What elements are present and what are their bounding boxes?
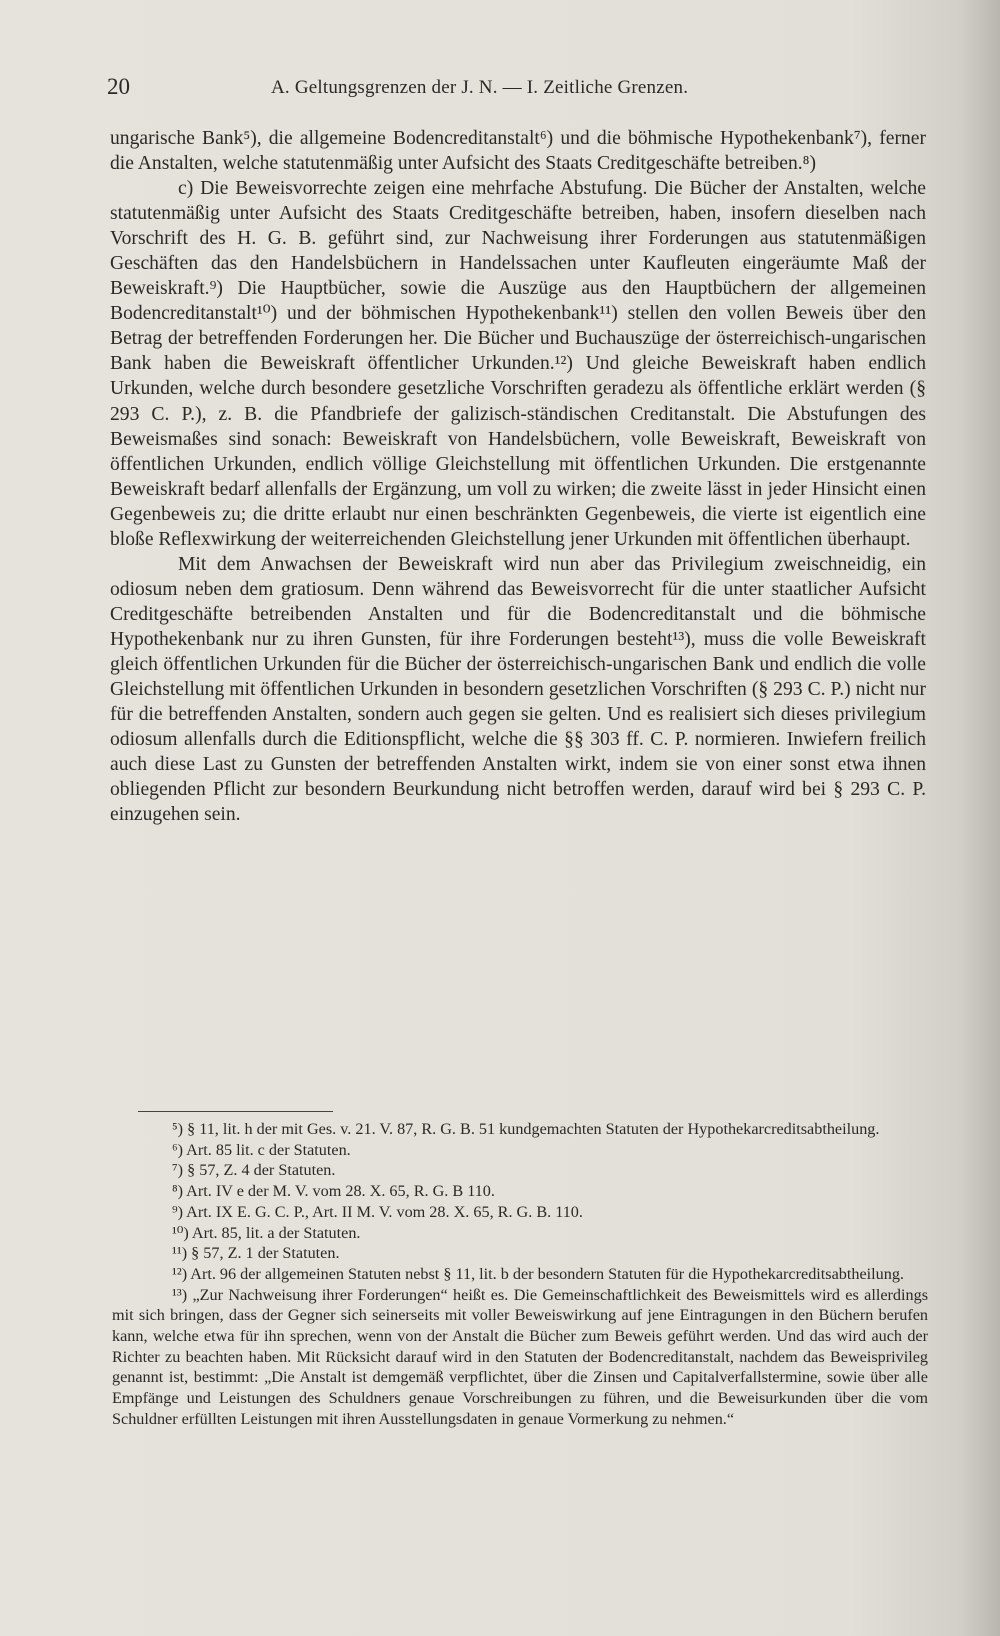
- footnote-divider: [138, 1111, 333, 1112]
- running-head: A. Geltungsgrenzen der J. N. — I. Zeitliche Grenzen.: [271, 77, 689, 98]
- main-text: [110, 126, 926, 827]
- paragraph-beweisvorrechte: c) Die Beweisvorrechte zeigen eine mehrfache Abstufung. Die Bücher der Anstalten, welche statutenmäßig unter Aufsicht des Staats Creditgeschäfte betreiben, haben, insofern dieselben nach Vorschrift des H. G. B. geführt sind, zur Nachweisung ihrer Forderungen aus statutenmäßigen Geschäften das den Handelsbüchern in Handelssachen unter Kaufleuten eingeräumte Maß der Beweiskraft.⁹) Die Hauptbücher, sowie die Auszüge aus den Hauptbüchern der allgemeinen Bodencreditanstalt¹⁰) und der böhmischen Hypothekenbank¹¹) stellen den vollen Beweis über den Betrag der betreffenden Forderungen her. Die Bücher und Buchauszüge der österreichisch-ungarischen Bank haben die Beweiskraft öffentlicher Urkunden.¹²) Und gleiche Beweiskraft haben endlich Urkunden, welche durch besondere gesetzliche Vorschriften geradezu als öffentliche erklärt werden (§ 293 C. P.), z. B. die Pfandbriefe der galizisch-ständischen Creditanstalt. Die Abstufungen des Beweismaßes sind sonach: Beweiskraft von Handelsbüchern, volle Beweiskraft, Beweiskraft von öffentlichen Urkunden, endlich völlige Gleichstellung mit öffentlichen Urkunden. Die erstgenannte Beweiskraft bedarf allenfalls der Ergänzung, um voll zu wirken; die zweite lässt in jeder Hinsicht einen Gegenbeweis zu; die dritte erlaubt nur einen beschränkten Gegenbeweis, die vierte ist eigentlich eine bloße Reflexwirkung der weiterreichenden Gleichstellung jener Urkunden mit öffentlichen überhaupt.: [110, 178, 926, 550]
- footnotes: [112, 1119, 928, 1430]
- footnote-9: ⁹) Art. IX E. G. C. P., Art. II M. V. vom 28. X. 65, R. G. B. 110.: [172, 1202, 583, 1221]
- footnote-12: ¹²) Art. 96 der allgemeinen Statuten nebst § 11, lit. b der besondern Statuten für die Hypothekarcreditsabtheilung.: [172, 1264, 904, 1283]
- footnote-5: ⁵) § 11, lit. h der mit Ges. v. 21. V. 87, R. G. B. 51 kundgemachten Statuten der Hypothekarcreditsabtheilung.: [172, 1120, 880, 1138]
- footnote-7: ⁷) § 57, Z. 4 der Statuten.: [172, 1161, 336, 1180]
- page-header: [107, 74, 907, 104]
- footnote-6: ⁶) Art. 85 lit. c der Statuten.: [172, 1140, 351, 1159]
- paragraph-privilegium: Mit dem Anwachsen der Beweiskraft wird nun aber das Privilegium zweischneidig, ein odiosum neben dem gratiosum. Denn während das Beweisvorrecht für die unter staatlicher Aufsicht Creditgeschäfte betreibenden Anstalten und für die Bodencreditanstalt und die böhmische Hypothekenbank nur zu ihren Gunsten, für ihre Forderungen besteht¹³), muss die volle Beweiskraft gleich öffentlichen Urkunden für die Bücher der österreichisch-ungarischen Bank und endlich die volle Gleichstellung mit öffentlichen Urkunden in besondern gesetzlichen Vorschriften (§ 293 C. P.) nicht nur für die betreffenden Anstalten, sondern auch gegen sie gelten. Und es realisiert sich dieses privilegium odiosum allenfalls durch die Editionspflicht, welche die §§ 303 ff. C. P. normieren. Inwiefern freilich auch diese Last zu Gunsten der betreffenden Anstalten wirkt, indem sie von einer sonst etwa ihnen obliegenden Pflicht zur besondern Beurkundung nicht betroffen werden, darauf wird bei § 293 C. P. einzugehen sein.: [110, 553, 926, 826]
- footnote-8: ⁸) Art. IV e der M. V. vom 28. X. 65, R. G. B 110.: [172, 1182, 495, 1201]
- footnote-11: ¹¹) § 57, Z. 1 der Statuten.: [172, 1244, 340, 1263]
- footnote-10: ¹⁰) Art. 85, lit. a der Statuten.: [172, 1223, 361, 1242]
- page-number: 20: [107, 74, 130, 99]
- paragraph-continuation: ungarische Bank⁵), die allgemeine Bodencreditanstalt⁶) und die böhmische Hypothekenbank⁷), ferner die Anstalten, welche statutenmäßig unter Aufsicht des Staats Creditgeschäfte betreiben.⁸): [110, 128, 926, 175]
- footnote-13: ¹³) „Zur Nachweisung ihrer Forderungen“ heißt es. Die Gemeinschaftlichkeit des Beweismittels wird es allerdings mit sich bringen, dass der Gegner sich seinerseits mit voller Beweiswirkung auf jene Eintragungen in den Büchern berufen kann, welche etwa für ihn sprechen, wenn von der Anstalt die Bücher zum Beweis geführt werden. Und das wird auch der Richter zu beachten haben. Mit Rücksicht darauf wird in den Statuten der Bodencreditanstalt, nachdem das Beweisprivileg genannt ist, bestimmt: „Die Anstalt ist demgemäß verpflichtet, über die Zinsen und Capitalverfallstermine, sowie über alle Empfänge und Leistungen des Schuldners genaue Vorschreibungen zu führen, und die Beweisurkunden über die vom Schuldner erfüllten Leistungen mit ihren Ausstellungsdaten in genaue Vormerkung zu nehmen.“: [112, 1285, 928, 1428]
